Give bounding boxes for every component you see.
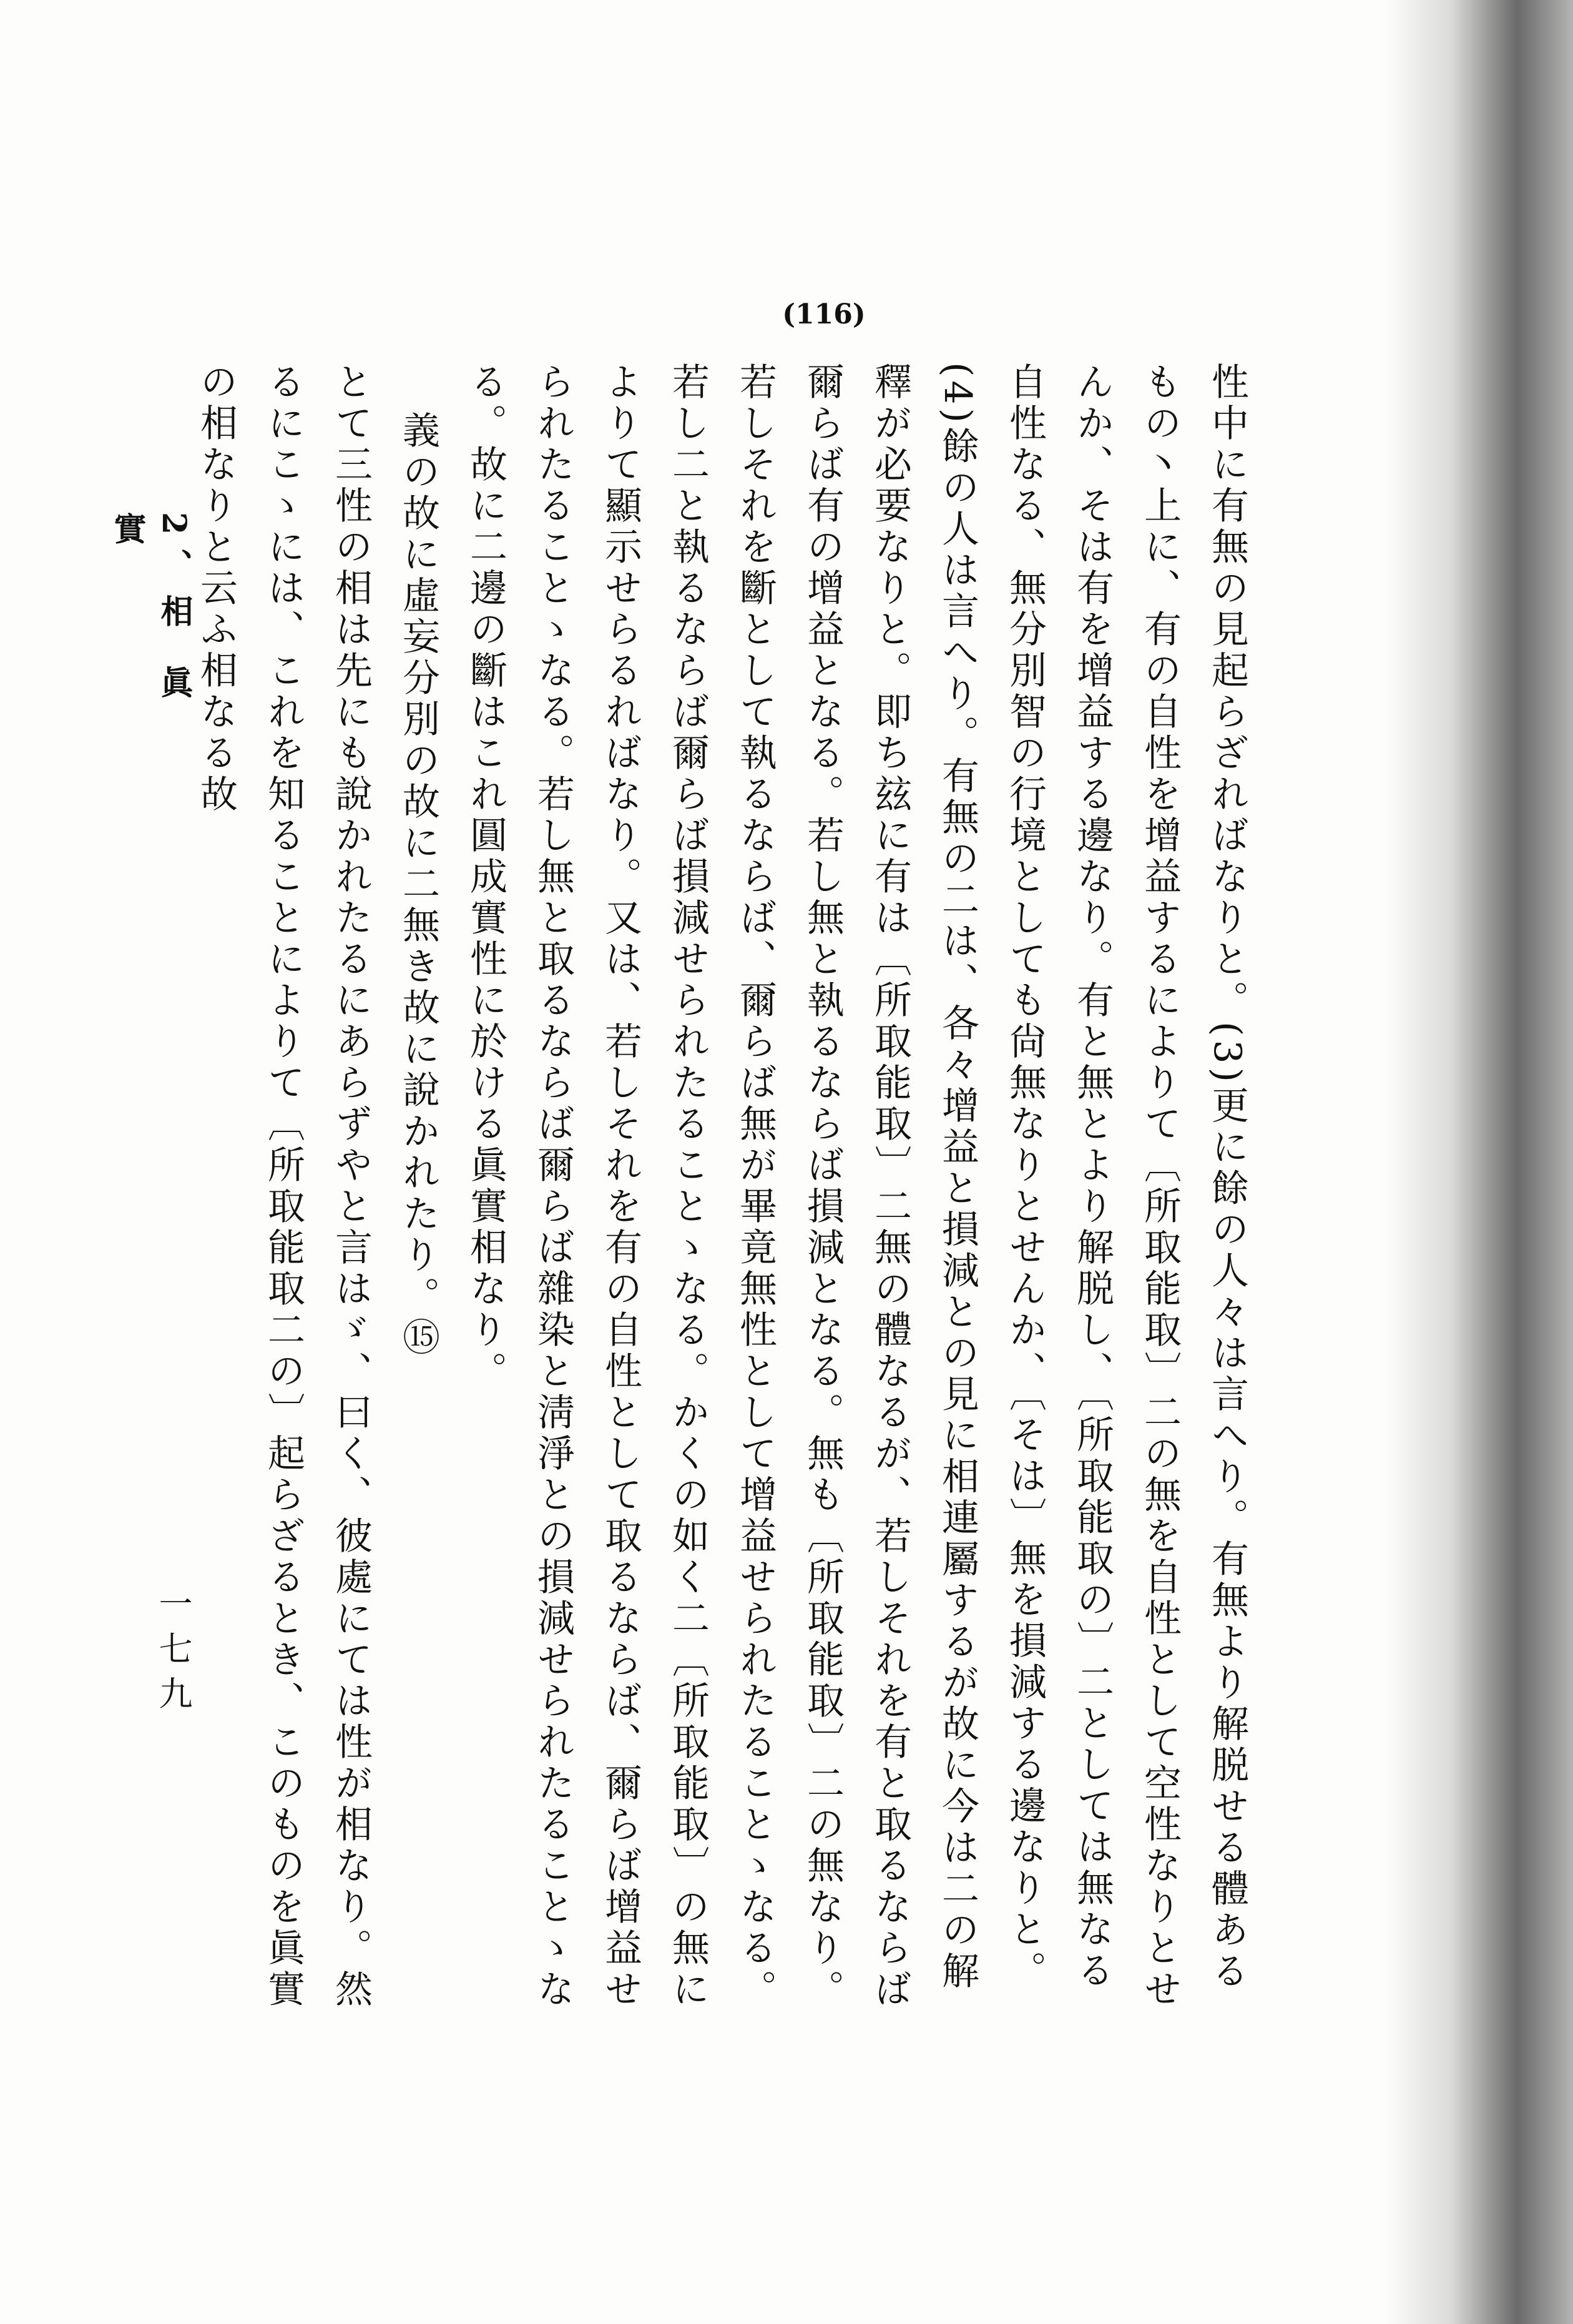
page-number: (116) xyxy=(782,298,866,330)
folio-number: 一七九 xyxy=(154,1586,193,1721)
paragraph-2: 義の故に虛妄分別の故に二無き故に說かれたり。⑮ xyxy=(396,411,440,1359)
paragraph-3: とて三性の相は先にも說かれたるにあらずやと言はゞ、曰く、彼處にては性が相なり。然るにこゝには、これを知ることによりて〔所取能取二の〕起らざるとき、このものを眞實の相なりと云ふ相なる故 xyxy=(194,362,373,2011)
vertical-body-text xyxy=(194,362,1261,2023)
binding-edge-shadow xyxy=(1386,0,1573,2324)
paragraph-1: 性中に有無の見起らざればなりと。(3)更に餘の人々は言へり。有無より解脱せる體あるもの丶上に、有の自性を增益するによりて〔所取能取〕二の無を自性として空性なりとせんか、そは有を增益する邊なり。有と無とより解脱し、〔所取能取の〕二としては無なる自性なる、無分別智の行境としても尙無なりとせんか、〔そは〕無を損減する邊なりと。(4)餘の人は言へり。有無の二は、各々增益と損減との見に相連屬するが故に今は二の解釋が必要なりと。即ち玆に有は〔所取能取〕二無の體なるが、若しそれを有と取るならば爾らば有の增益となる。若し無と執るならば損減となる。無も〔所取能取〕二の無なり。若しそれを斷として執るならば、爾らば無が畢竟無性として增益せられたることゝなる。若し二と執るならば爾らば損減せられたることゝなる。かくの如く二〔所取能取〕の無によりて顯示せらるればなり。又は、若しそれを有の自性として取るならば、爾らば增益せられたることゝなる。若し無と取るならば爾らば雜染と淸淨との損減せられたることゝなる。故に二邊の斷はこれ圓成實性に於ける眞實相なり。 xyxy=(464,362,1249,2011)
section-heading: 2、相 眞 實 xyxy=(108,512,193,712)
